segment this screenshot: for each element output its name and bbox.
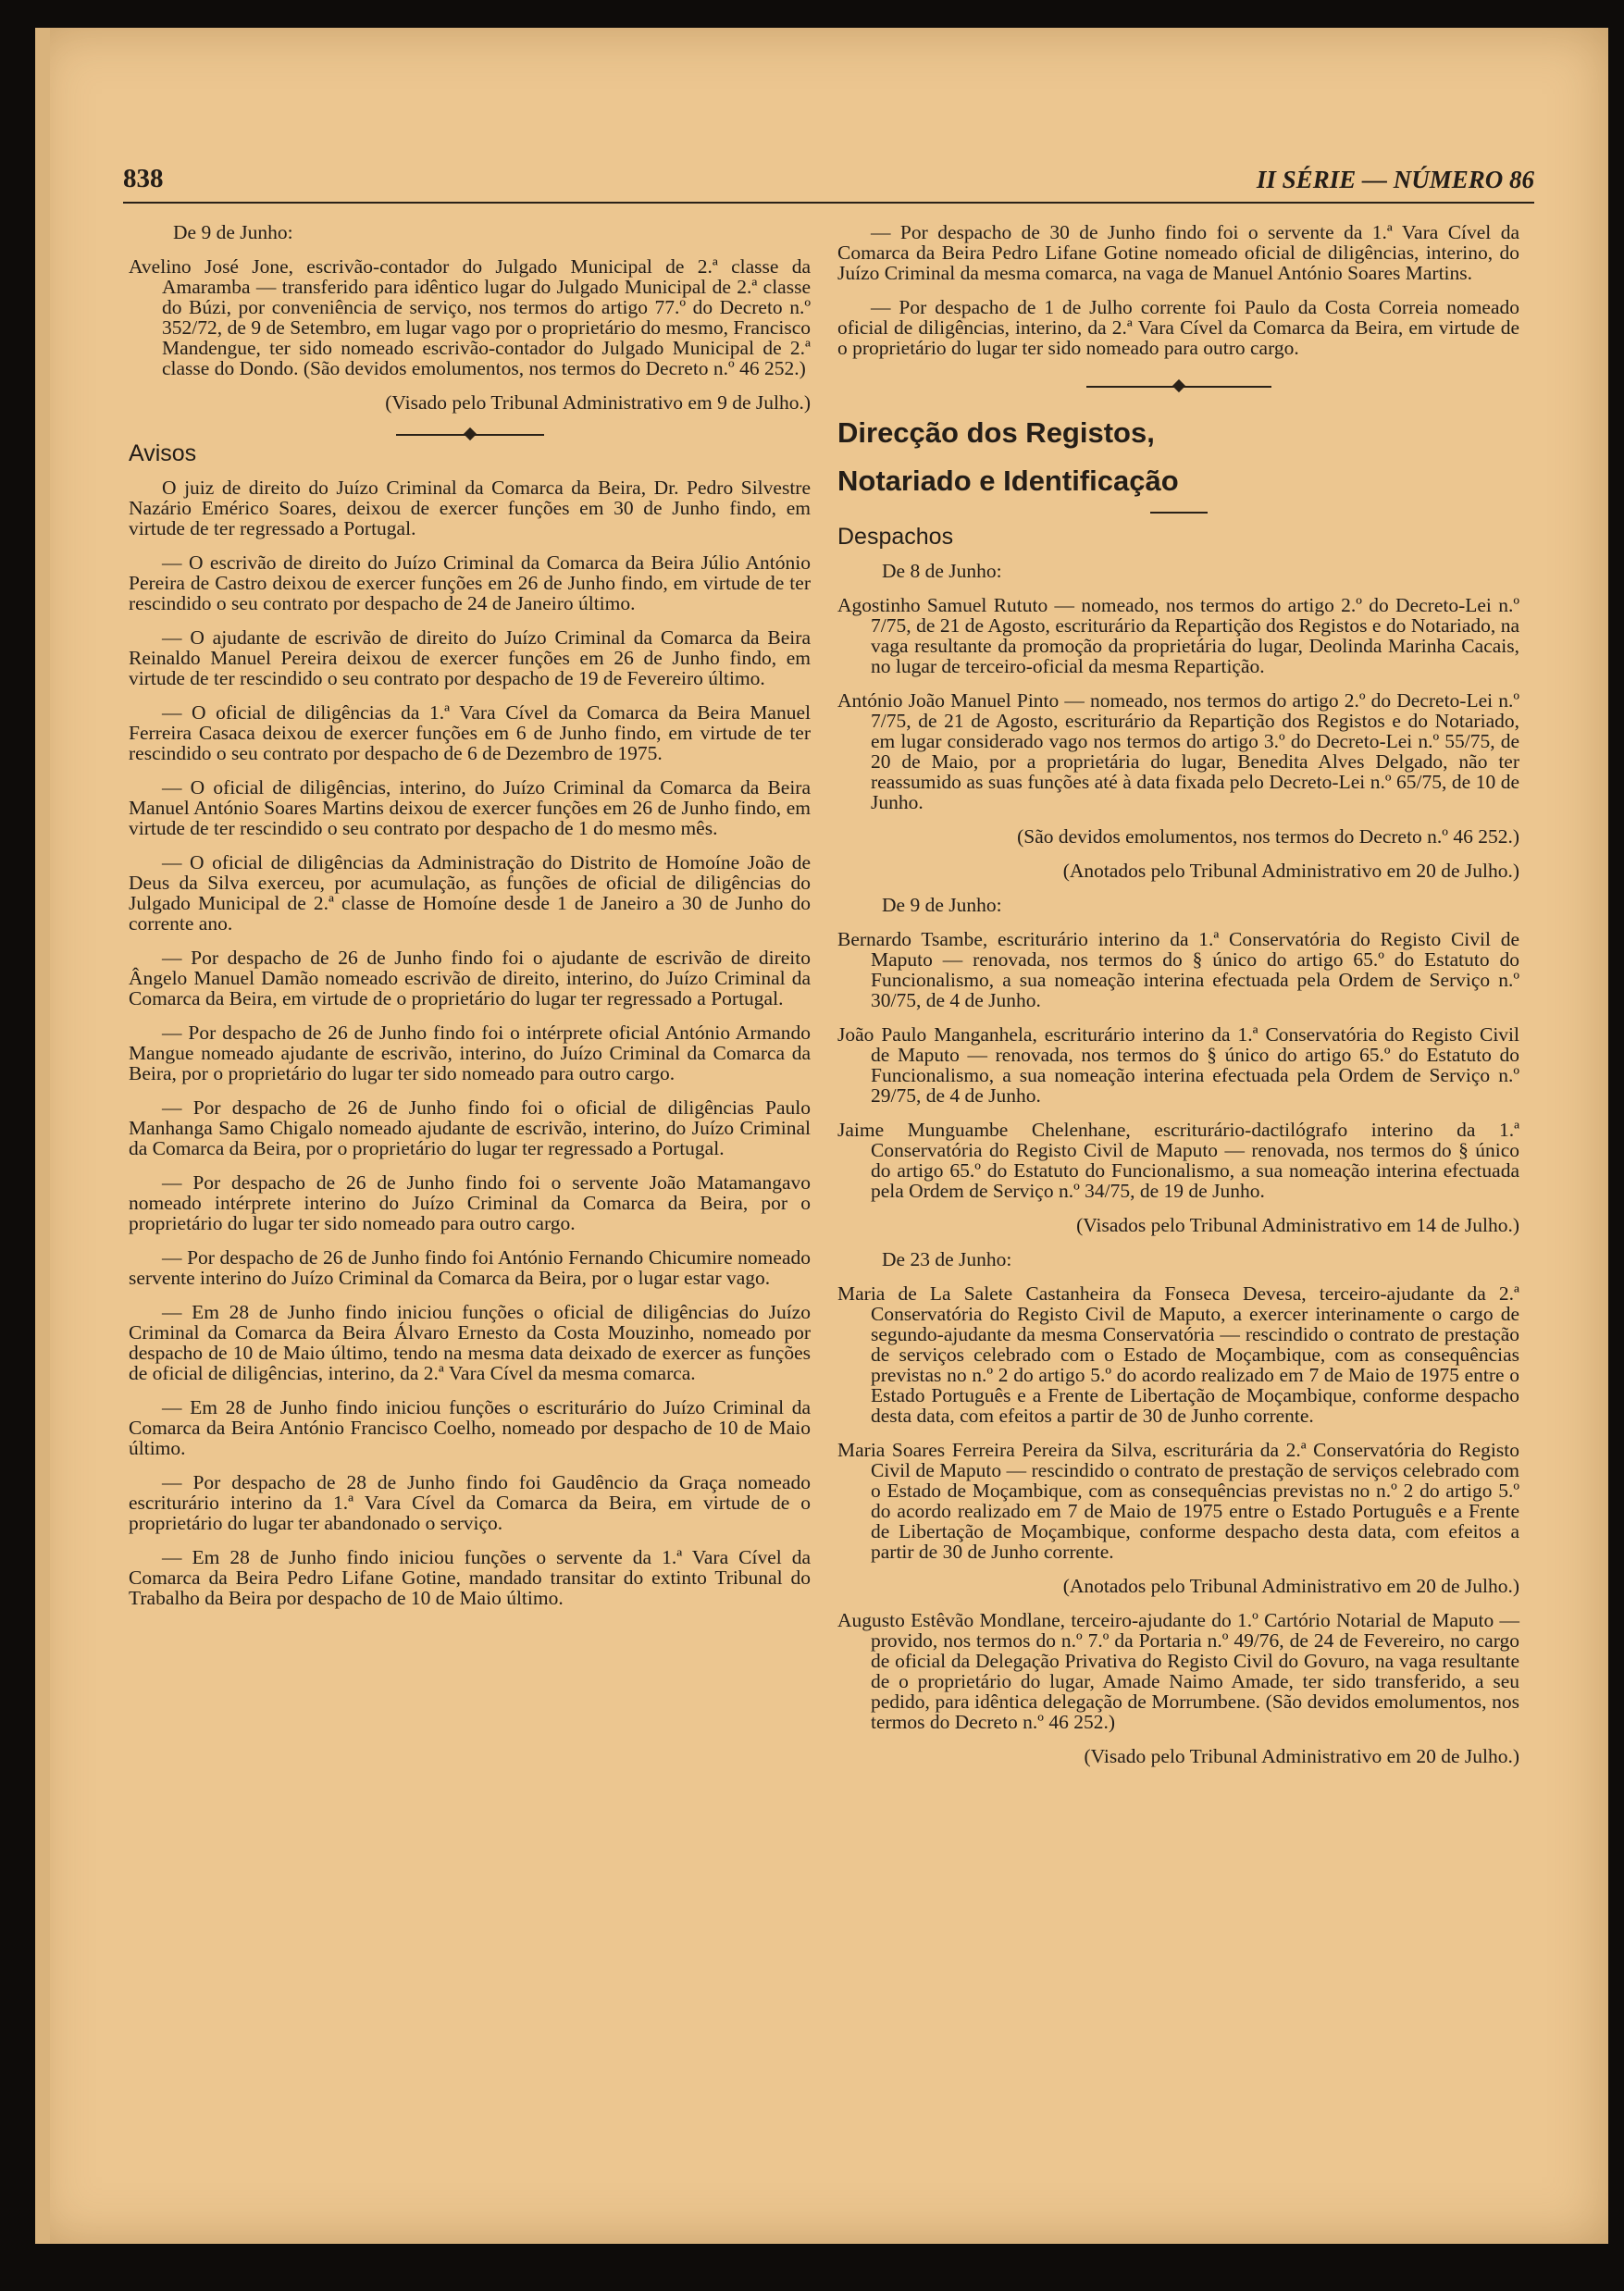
aviso-paragraph: — Por despacho de 26 de Junho findo foi o ajudante de escrivão de direito Ângelo Manuel Damão nomeado escrivão de direito, interino, do Juízo Criminal da Comarca da Beira, em virtude de o proprietário do lugar ter regressado a Portugal. (129, 947, 811, 1009)
aviso-paragraph: — O escrivão de direito do Juízo Criminal da Comarca da Beira Júlio António Pereira de Castro deixou de exercer funções em 26 de Junho findo, em virtude de ter rescindido o seu contrato por despacho de 24 de Janeiro último. (129, 551, 811, 614)
entry-maria-salete: Maria de La Salete Castanheira da Fonseca Devesa, terceiro-ajudante da 2.ª Conservatória do Registo Civil de Maputo, a exercer interinamente o cargo de segundo-ajudante da mesma Conservatória — rescindido o contrato de prestação de serviços celebrado com o Estado de Moçambique, com as consequências previstas no n.º 2 do artigo 5.º do acordo realizado em 7 de Maio de 1975 entre o Estado Português e a Frente de Libertação de Moçambique, conforme despacho desta data, com efeitos a partir de 30 de Junho corrente. (837, 1282, 1519, 1427)
aviso-paragraph: — Em 28 de Junho findo iniciou funções o escriturário do Juízo Criminal da Comarca da Beira António Francisco Coelho, nomeado por despacho de 10 de Maio último. (129, 1396, 811, 1459)
aviso-paragraph: — O oficial de diligências da Administração do Distrito de Homoíne João de Deus da Silva exerceu, por acumulação, as funções de oficial de diligências do Julgado Municipal de 2.ª classe de Homoíne desde 1 de Janeiro a 30 de Junho do corrente ano. (129, 851, 811, 935)
visado-note: (Visado pelo Tribunal Administrativo em 9 de Julho.) (385, 391, 811, 414)
aviso-paragraph: — Por despacho de 28 de Junho findo foi Gaudêncio da Graça nomeado escriturário interino da 1.ª Vara Cível da Comarca da Beira, em virtude de o proprietário do lugar ter abandonado o serviço. (129, 1471, 811, 1534)
left-column (129, 222, 811, 1622)
aviso-paragraph: — Em 28 de Junho findo iniciou funções o servente da 1.ª Vara Cível da Comarca da Beira Pedro Lifane Gotine, mandado transitar do extinto Tribunal do Trabalho da Beira por despacho de 10 de Maio último. (129, 1546, 811, 1609)
right-column (837, 222, 1519, 1780)
aviso-paragraph: — Por despacho de 26 de Junho findo foi António Fernando Chicumire nomeado servente interino do Juízo Criminal da Comarca da Beira, por o lugar estar vago. (129, 1246, 811, 1289)
section-heading-line2: Notariado e Identificação (837, 464, 1179, 497)
entry-jaime: Jaime Munguambe Chelenhane, escriturário-dactilógrafo interino da 1.ª Conservatória do Registo Civil de Maputo — renovada, nos termos do § único do artigo 65.º do Estatuto do Funcionalismo, a sua nomeação interina efectuada pela Ordem de Serviço n.º 34/75, de 19 de Junho. (837, 1119, 1519, 1202)
page-edge (35, 28, 50, 2244)
page-number: 838 (123, 164, 164, 193)
aviso-paragraph: — Por despacho de 26 de Junho findo foi o servente João Matamangavo nomeado intérprete interino do Juízo Criminal da Comarca da Beira, por o proprietário do lugar ter sido nomeado para outro cargo. (129, 1171, 811, 1234)
page-header (123, 163, 1534, 204)
date-heading: De 9 de Junho: (882, 894, 1002, 916)
visado-note: (Visado pelo Tribunal Administrativo em 20 de Julho.) (1084, 1745, 1519, 1767)
entry-bernardo: Bernardo Tsambe, escriturário interino da 1.ª Conservatória do Registo Civil de Maputo — renovada, nos termos do § único do artigo 65.º do Estatuto do Funcionalismo, a sua nomeação interina efectuada pela Ordem de Serviço n.º 30/75, de 4 de Junho. (837, 928, 1519, 1011)
avisos-heading: Avisos (129, 440, 197, 466)
aviso-paragraph: — O oficial de diligências, interino, do Juízo Criminal da Comarca da Beira Manuel António Soares Martins deixou de exercer funções em 26 de Junho findo, em virtude de ter rescindido o seu contrato por despacho de 1 do mesmo mês. (129, 776, 811, 839)
entry-agostinho: Agostinho Samuel Rututo — nomeado, nos termos do artigo 2.º do Decreto-Lei n.º 7/75, de 21 de Agosto, escriturário da Repartição dos Registos e do Notariado, na vaga resultante da promoção da proprietária do lugar, Deolinda Marinha Cacais, no lugar de terceiro-oficial da mesma Repartição. (837, 594, 1519, 677)
ornament-divider (1086, 378, 1271, 395)
entry-antonio: António João Manuel Pinto — nomeado, nos termos do artigo 2.º do Decreto-Lei n.º 7/75, de 21 de Agosto, escriturário da Repartição dos Registos e do Notariado, em lugar considerado vago nos termos do artigo 3.º do Decreto-Lei n.º 55/75, de 20 de Maio, por a proprietária do lugar, Benedita Alves Delgado, não ter reassumido as suas funções até à data fixada pelo Decreto-Lei n.º 65/75, de 10 de Junho. (837, 689, 1519, 813)
despacho-paragraph: — Por despacho de 1 de Julho corrente foi Paulo da Costa Correia nomeado oficial de diligências, interino, da 2.ª Vara Cível da Comarca da Beira, em virtude de o proprietário do lugar ter sido nomeado para outro cargo. (837, 296, 1519, 359)
despacho-paragraph: — Por despacho de 30 de Junho findo foi o servente da 1.ª Vara Cível da Comarca da Beira Pedro Lifane Gotine nomeado oficial de diligências, interino, do Juízo Criminal da mesma comarca, na vaga de Manuel António Soares Martins. (837, 221, 1519, 284)
entry-augusto: Augusto Estêvão Mondlane, terceiro-ajudante do 1.º Cartório Notarial de Maputo — provido, nos termos do n.º 7.º da Portaria n.º 49/76, de 24 de Fevereiro, no cargo de oficial da Delegação Privativa do Registo Civil do Govuro, na vaga resultante de o proprietário do lugar, Amade Naimo Amade, ter sido transferido, a seu pedido, para idêntica delegação de Morrumbene. (São devidos emolumentos, nos termos do Decreto n.º 46 252.) (837, 1609, 1519, 1733)
aviso-paragraph: — Por despacho de 26 de Junho findo foi o intérprete oficial António Armando Mangue nomeado ajudante de escrivão, interino, do Juízo Criminal da Comarca da Beira, por o proprietário do lugar ter sido nomeado para outro cargo. (129, 1022, 811, 1084)
date-heading: De 23 de Junho: (882, 1248, 1012, 1270)
visados-note: (Visados pelo Tribunal Administrativo em 14 de Julho.) (1076, 1214, 1519, 1236)
date-heading: De 8 de Junho: (882, 560, 1002, 582)
aviso-paragraph: — O ajudante de escrivão de direito do Juízo Criminal da Comarca da Beira Reinaldo Manuel Pereira deixou de exercer funções em 26 de Junho findo, em virtude de ter rescindido o seu contrato por despacho de 19 de Fevereiro último. (129, 626, 811, 689)
short-rule (1150, 512, 1208, 514)
aviso-paragraph: O juiz de direito do Juízo Criminal da Comarca da Beira, Dr. Pedro Silvestre Nazário Emérico Soares, deixou de exercer funções em 30 de Junho findo, em virtude de ter regressado a Portugal. (129, 477, 811, 539)
entry-avelino: Avelino José Jone, escrivão-contador do Julgado Municipal de 2.ª classe da Amaramba — transferido para idêntico lugar do Julgado Municipal de 2.ª classe do Búzi, por conveniência de serviço, nos termos do artigo 77.º do Decreto n.º 352/72, de 9 de Setembro, em lugar vago por o proprietário do mesmo, Francisco Mandengue, ter sido nomeado escrivão-contador do Julgado Municipal de 2.ª classe do Dondo. (São devidos emolumentos, nos termos do Decreto n.º 46 252.) (129, 255, 811, 379)
newspaper-page (35, 28, 1608, 2244)
series-number: II SÉRIE — NÚMERO 86 (1256, 166, 1534, 193)
date-heading: De 9 de Junho: (173, 221, 293, 243)
aviso-paragraph: — Por despacho de 26 de Junho findo foi o oficial de diligências Paulo Manhanga Samo Chigalo nomeado ajudante de escrivão, interino, do Juízo Criminal da Comarca da Beira, por o proprietário do lugar ter regressado a Portugal. (129, 1096, 811, 1159)
entry-maria-soares: Maria Soares Ferreira Pereira da Silva, escriturária da 2.ª Conservatória do Registo Civil de Maputo — rescindido o contrato de prestação de serviços celebrado com o Estado de Moçambique, com as consequências previstas no n.º 2 do artigo 5.º do acordo realizado em 7 de Maio de 1975 entre o Estado Português e a Frente de Libertação de Moçambique, conforme despacho desta data, com efeitos a partir de 30 de Junho corrente. (837, 1439, 1519, 1563)
aviso-paragraph: — O oficial de diligências da 1.ª Vara Cível da Comarca da Beira Manuel Ferreira Casaca deixou de exercer funções em 6 de Junho findo, em virtude de ter rescindido o seu contrato por despacho de 6 de Dezembro de 1975. (129, 701, 811, 764)
ornament-divider (396, 427, 544, 443)
entry-joao-paulo: João Paulo Manganhela, escriturário interino da 1.ª Conservatória do Registo Civil de Maputo — renovada, nos termos do § único do artigo 65.º do Estatuto do Funcionalismo, a sua nomeação interina efectuada pela Ordem de Serviço n.º 29/75, de 4 de Junho. (837, 1023, 1519, 1107)
emolumentos-note: (São devidos emolumentos, nos termos do Decreto n.º 46 252.) (1017, 825, 1519, 848)
section-heading-line1: Direcção dos Registos, (837, 416, 1155, 449)
anotados-note: (Anotados pelo Tribunal Administrativo em 20 de Julho.) (1062, 1575, 1519, 1597)
aviso-paragraph: — Em 28 de Junho findo iniciou funções o oficial de diligências do Juízo Criminal da Comarca da Beira Álvaro Ernesto da Costa Mouzinho, nomeado por despacho de 10 de Maio último, tendo na mesma data deixado de exercer as funções de oficial de diligências, interino, da 2.ª Vara Cível da mesma comarca. (129, 1301, 811, 1384)
despachos-heading: Despachos (837, 524, 954, 550)
anotados-note: (Anotados pelo Tribunal Administrativo em 20 de Julho.) (1062, 860, 1519, 882)
